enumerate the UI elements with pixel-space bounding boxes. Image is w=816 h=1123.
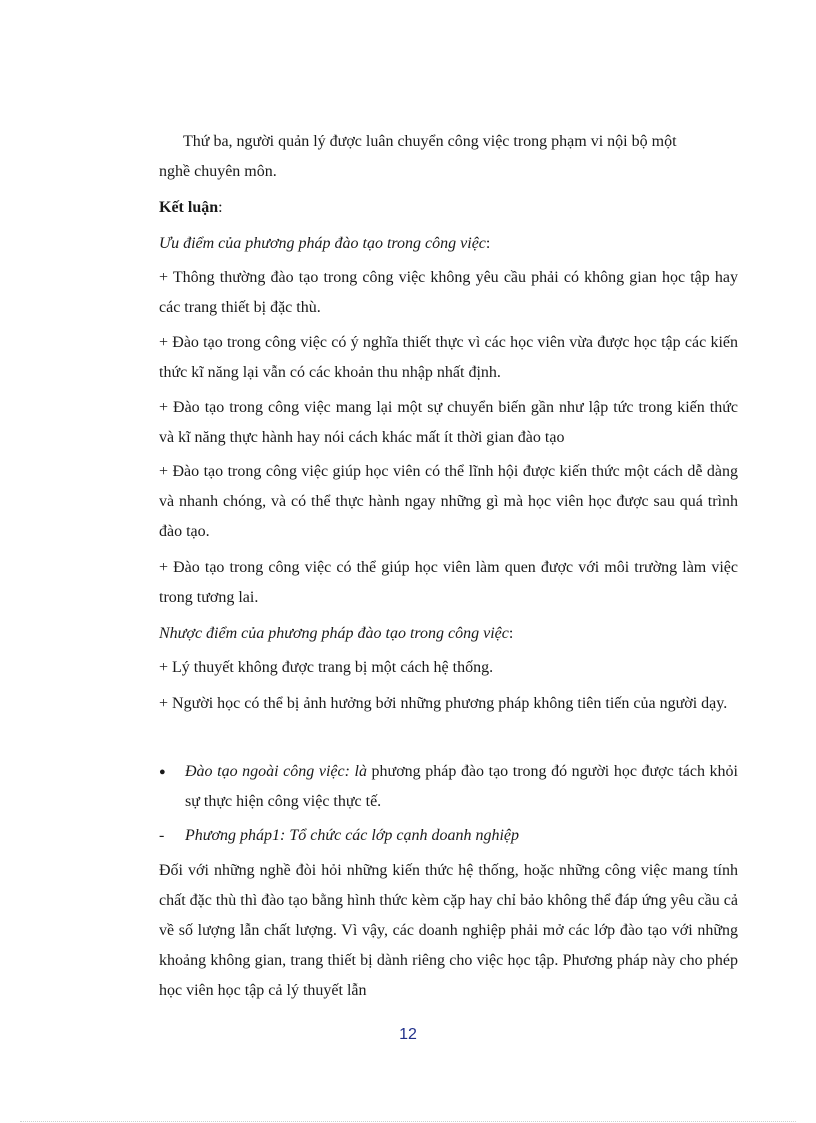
advantage-item: + Thông thường đào tạo trong công việc không yêu cầu phải có không gian học tập hay các trang thiết bị đặc thù. xyxy=(159,269,738,316)
disadvantages-heading-text: Nhược điểm của phương pháp đào tạo trong công việc xyxy=(159,625,509,642)
bullet-dot-icon: ● xyxy=(159,766,166,778)
bullet-item-text xyxy=(185,757,738,817)
conclusion-colon: : xyxy=(218,199,223,216)
conclusion-label: Kết luận xyxy=(159,199,219,216)
bullet-item xyxy=(159,757,738,817)
advantages-heading-text: Ưu điểm của phương pháp đào tạo trong công việc xyxy=(159,235,486,252)
paragraph-final: Đối với những nghề đòi hỏi những kiến thức hệ thống, hoặc những công việc mang tính chất đặc thù thì đào tạo bằng hình thức kèm cặp hay chỉ bảo không thể đáp ứng yêu cầu cả về số lượng lẫn chất lượng. Vì vậy, các doanh nghiệp phải mở các lớp đào tạo với những khoảng không gian, trang thiết bị dành riêng cho việc học tập. Phương pháp này cho phép học viên học tập cả lý thuyết lẫn xyxy=(159,862,738,999)
disadvantage-item: + Người học có thể bị ảnh hưởng bởi những phương pháp không tiên tiến của người dạy. xyxy=(159,695,728,712)
disadvantages-heading xyxy=(159,619,738,649)
advantage-item: + Đào tạo trong công việc có ý nghĩa thiết thực vì các học viên vừa được học tập các kiến thức kĩ năng lại vẫn có các khoản thu nhập nhất định. xyxy=(159,334,738,381)
paragraph-intro-line1: Thứ ba, người quản lý được luân chuyển công việc trong phạm vi nội bộ một xyxy=(183,133,677,150)
conclusion-heading xyxy=(159,193,738,223)
paragraph-intro-line2: nghề chuyên môn. xyxy=(159,163,277,180)
paragraph-intro xyxy=(159,127,738,187)
disadvantage-item: + Lý thuyết không được trang bị một cách hệ thống. xyxy=(159,659,494,676)
advantage-item: + Đào tạo trong công việc mang lại một sự chuyển biến gần như lập tức trong kiến thức và kĩ năng thực hành hay nói cách khác mất ít thời gian đào tạo xyxy=(159,399,738,446)
dash-item xyxy=(159,821,738,851)
dash-mark: - xyxy=(159,827,165,844)
advantage-item: + Đào tạo trong công việc có thể giúp học viên làm quen được với môi trường làm việc trong tương lai. xyxy=(159,559,738,606)
advantages-heading-colon: : xyxy=(485,235,491,252)
bullet-item-lead: Đào tạo ngoài công việc: là xyxy=(185,763,367,780)
bullet-item-rest: phương pháp đào tạo trong đó người học được tách khỏi sự thực hiện công việc thực tế. xyxy=(185,763,738,810)
disadvantages-heading-colon: : xyxy=(508,625,514,642)
advantage-item: + Đào tạo trong công việc giúp học viên có thể lĩnh hội được kiến thức một cách dễ dàng và nhanh chóng, và có thể thực hành ngay những gì mà học viên học được sau quá trình đào tạo. xyxy=(159,463,738,540)
dash-item-text: Phương pháp1: Tổ chức các lớp cạnh doanh nghiệp xyxy=(185,827,520,844)
page-number: 12 xyxy=(399,1026,417,1043)
advantages-heading xyxy=(159,229,738,259)
